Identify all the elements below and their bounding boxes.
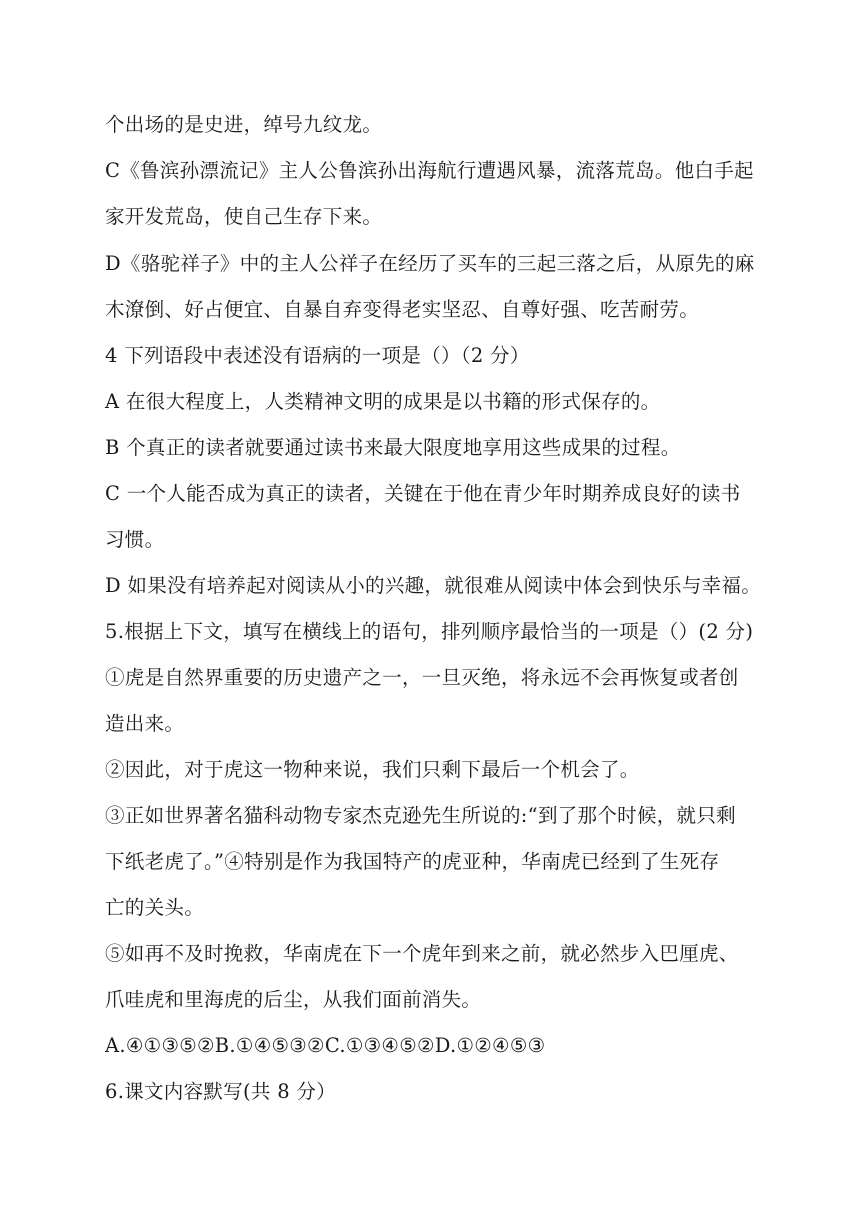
sentence-1: ①虎是自然界重要的历史遗产之一，一旦灭绝，将永远不会再恢复或者创 [105, 666, 739, 689]
sentence-3-4: 下纸老虎了。”④特别是作为我国特产的虎亚种，华南虎已经到了生死存 [105, 850, 720, 873]
text-line: 家开发荒岛，使自己生存下来。 [105, 205, 383, 228]
option-c-continued: 习惯。 [105, 528, 165, 551]
question-5-heading: 5.根据上下文，填写在横线上的语句，排列顺序最恰当的一项是（）(2 分) [105, 620, 754, 643]
option-b: B 个真正的读者就要通过读书来最大限度地享用这些成果的过程。 [105, 436, 681, 459]
sentence-5: ⑤如再不及时挽救，华南虎在下一个虎年到来之前，就必然步入巴厘虎、 [105, 942, 739, 965]
option-d: D 如果没有培养起对阅读从小的兴趣，就很难从阅读中体会到快乐与幸福。 [105, 574, 762, 597]
text-line: D《骆驼祥子》中的主人公祥子在经历了买车的三起三落之后，从原先的麻 [105, 252, 755, 275]
option-c: C 一个人能否成为真正的读者，关键在于他在青少年时期养成良好的读书 [105, 482, 741, 505]
sentence-4-continued: 亡的关头。 [105, 896, 205, 919]
sentence-5-continued: 爪哇虎和里海虎的后尘，从我们面前消失。 [105, 988, 482, 1011]
question-6-heading: 6.课文内容默写(共 8 分） [105, 1080, 337, 1103]
text-line: C《鲁滨孙漂流记》主人公鲁滨孙出海航行遭遇风暴，流落荒岛。他白手起 [105, 159, 754, 182]
text-line: 个出场的是史进，绰号九纹龙。 [105, 113, 383, 136]
sentence-2: ②因此，对于虎这一物种来说，我们只剩下最后一个机会了。 [105, 758, 640, 781]
sentence-1-continued: 造出来。 [105, 712, 185, 735]
text-line: 木潦倒、好占便宜、自暴自弃变得老实坚忍、自尊好强、吃苦耐劳。 [105, 298, 700, 321]
sentence-3: ③正如世界著名猫科动物专家杰克逊先生所说的:“到了那个时候，就只剩 [105, 804, 736, 827]
question-4-heading: 4 下列语段中表述没有语病的一项是（）（2 分） [105, 344, 530, 367]
answer-options: A.④①③⑤②B.①④⑤③②C.①③④⑤②D.①②④⑤③ [105, 1034, 546, 1057]
option-a: A 在很大程度上，人类精神文明的成果是以书籍的形式保存的。 [105, 390, 661, 413]
